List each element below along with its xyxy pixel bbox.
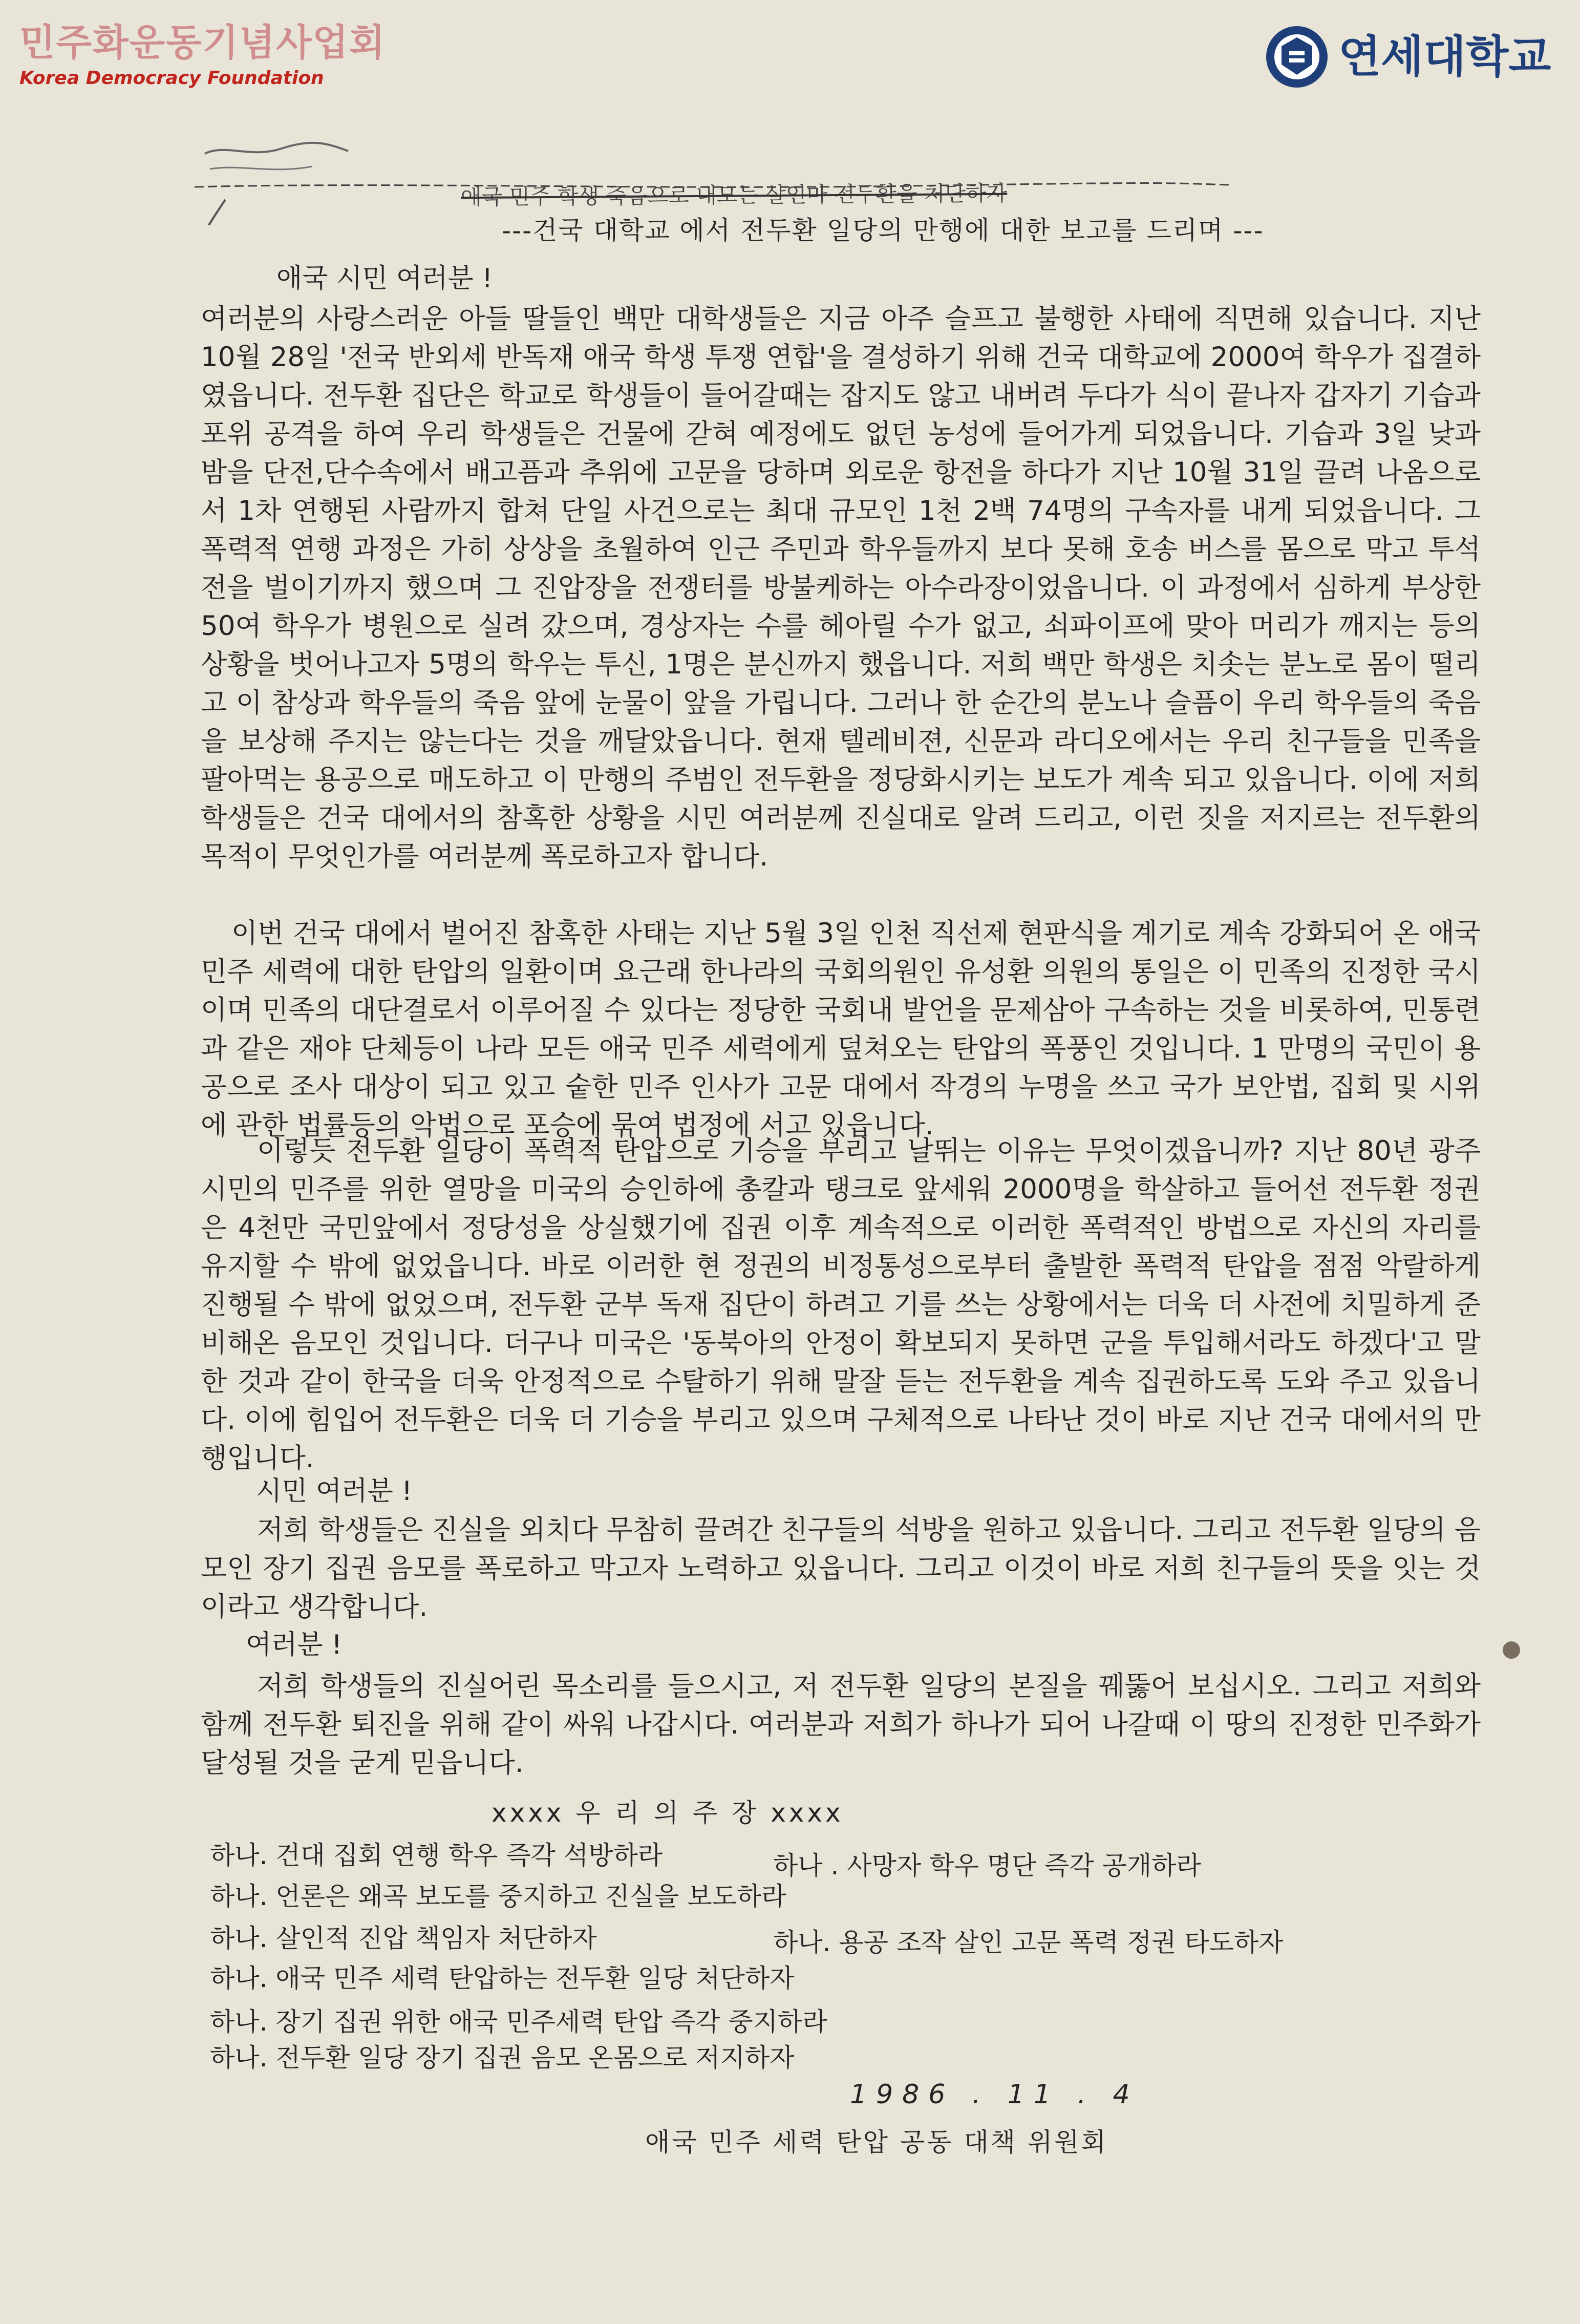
yonsei-seal-icon xyxy=(1265,25,1329,89)
foundation-name-ko: 민주화운동기념사업회 xyxy=(19,21,386,64)
hole-punch-mark xyxy=(1503,1641,1520,1659)
university-name: 연세대학교 xyxy=(1338,31,1551,82)
demand-item: 하나. 장기 집권 위한 애국 민주세력 탄압 즉각 중지하라 xyxy=(210,2007,827,2037)
paragraph-crackdown: 이번 건국 대에서 벌어진 참혹한 사태는 지난 5월 3일 인천 직선제 현판식을 계기로 계속 강화되어 온 애국 민주 세력에 대한 탄압의 일환이며 요근래 한나라의 국회의원인 유성환 의원의 통일은 이 민족의 진정한 국시이며 민족의 대단결로서 이루어질 수 있다는 정당한 국회내 발언을 문제삼아 구속하는 것을 비롯하여, 민통련과 같은 재야 단체등이 나라 모든 애국 민주 세력에게 덮쳐오는 탄압의 폭풍인 것입니다. 1 만명의 국민이 용공으로 조사 대상이 되고 있고 숱한 민주 인사가 고문 대에서 작경의 누명을 쓰고 국가 보안법, 집회 및 시위에 관한 법률등의 악법으로 포승에 묶여 법정에 서고 있읍니다. xyxy=(201,918,1481,1141)
paragraph-reason: 이렇듯 전두환 일당이 폭력적 탄압으로 기승을 부리고 날뛰는 이유는 무엇이겠읍니까? 지난 80년 광주 시민의 민주를 위한 열망을 미국의 승인하에 총칼과 탱크로 앞세워 2000명을 학살하고 들어선 전두환 정권은 4천만 국민앞에서 정당성을 상실했기에 집권 이후 계속적으로 이러한 폭력적인 방법으로 자신의 자리를 유지할 수 밖에 없었읍니다. 바로 이러한 현 정권의 비정통성으로부터 출발한 폭력적 탄압을 점점 악랄하게 진행될 수 밖에 없었으며, 전두환 군부 독재 집단이 하려고 기를 쓰는 상황에서는 더욱 더 사전에 치밀하게 준비해온 음모인 것입니다. 더구나 미국은 '동북아의 안정이 확보되지 못하면 군을 투입해서라도 하겠다'고 말한 것과 같이 한국을 더욱 안정적으로 수탈하기 위해 말잘 듣는 전두환을 계속 집권하도록 도와 주고 있읍니다. 이에 힘입어 전두환은 더욱 더 기승을 부리고 있으며 구체적으로 나타난 것이 바로 지난 건국 대에서의 만행입니다. xyxy=(201,1135,1481,1474)
foundation-logo xyxy=(19,20,386,90)
paragraph-release: 저희 학생들은 진실을 외치다 무참히 끌려간 친구들의 석방을 원하고 있읍니다. 그리고 전두환 일당의 음모인 장기 집권 음모를 폭로하고 막고자 노력하고 있읍니다. 그리고 이것이 바로 저희 친구들의 뜻을 잇는 것이라고 생각합니다. xyxy=(201,1514,1481,1622)
signatory: 애국 민주 세력 탄압 공동 대책 위원회 xyxy=(645,2127,1108,2157)
document-date: 1986 . 11 . 4 xyxy=(850,2079,1139,2110)
greeting-citizens-2: 시민 여러분 ! xyxy=(256,1476,413,1507)
document-title-struck: 애국 민주 학생 죽음으로 내모는 살인마 전두환을 처단하자 xyxy=(460,180,1008,210)
university-logo xyxy=(1265,25,1551,89)
demand-item: 하나. 언론은 왜곡 보도를 중지하고 진실을 보도하라 xyxy=(210,1882,786,1911)
handwritten-scrawl xyxy=(195,123,358,225)
paragraph-report: 여러분의 사랑스러운 아들 딸들인 백만 대학생들은 지금 아주 슬프고 불행한 사태에 직면해 있습니다. 지난 10월 28일 '전국 반외세 반독재 애국 학생 투쟁 연합'을 결성하기 위해 건국 대학교에 2000여 학우가 집결하였읍니다. 전두환 집단은 학교로 학생들이 들어갈때는 잡지도 않고 내버려 두다가 식이 끝나자 갑자기 기습과 포위 공격을 하여 우리 학생들은 건물에 갇혀 예정에도 없던 농성에 들어가게 되었읍니다. 기습과 3일 낮과 밤을 단전,단수속에서 배고픔과 추위에 고문을 당하며 외로운 항전을 하다가 지난 10월 31일 끌려 나옴으로서 1차 연행된 사람까지 합쳐 단일 사건으로는 최대 규모인 1천 2백 74명의 구속자를 내게 되었읍니다. 그 폭력적 연행 과정은 가히 상상을 초월하여 인근 주민과 학우들까지 보다 못해 호송 버스를 몸으로 막고 투석전을 벌이기까지 했으며 그 진압장을 전쟁터를 방불케하는 아수라장이었읍니다. 이 과정에서 심하게 부상한 50여 학우가 병원으로 실려 갔으며, 경상자는 수를 헤아릴 수가 없고, 쇠파이프에 맞아 머리가 깨지는 등의 상황을 벗어나고자 5명의 학우는 투신, 1명은 분신까지 했읍니다. 저희 백만 학생은 치솟는 분노로 몸이 떨리고 이 참상과 학우들의 죽음 앞에 눈물이 앞을 가립니다. 그러나 한 순간의 분노나 슬픔이 우리 학우들의 죽음을 보상해 주지는 않는다는 것을 깨달았읍니다. 현재 텔레비젼, 신문과 라디오에서는 우리 친구들을 민족을 팔아먹는 용공으로 매도하고 이 만행의 주범인 전두환을 정당화시키는 보도가 계속 되고 있읍니다. 이에 저희 학생들은 건국 대에서의 참혹한 상황을 시민 여러분께 진실대로 알려 드리고, 이런 짓을 저지르는 전두환의 목적이 무엇인가를 여러분께 폭로하고자 합니다. xyxy=(201,303,1481,872)
foundation-name-en: Korea Democracy Foundation xyxy=(19,68,324,89)
document-subtitle: ---건국 대학교 에서 전두환 일당의 만행에 대한 보고를 드리며 --- xyxy=(502,216,1264,245)
greeting-citizens: 애국 시민 여러분 ! xyxy=(276,263,493,294)
paragraph-appeal: 저희 학생들의 진실어린 목소리를 들으시고, 저 전두환 일당의 본질을 꿰뚫어 보십시오. 그리고 저희와 함께 전두환 퇴진을 위해 같이 싸워 나갑시다. 여러분과 저희가 하나가 되어 나갈때 이 땅의 진정한 민주화가 달성될 것을 굳게 믿읍니다. xyxy=(201,1671,1481,1779)
demand-item: 하나. 살인적 진압 책임자 처단하자 xyxy=(210,1924,597,1953)
demand-item: 하나 . 사망자 학우 명단 즉각 공개하라 xyxy=(773,1851,1201,1881)
demand-item: 하나. 애국 민주 세력 탄압하는 전두환 일당 처단하자 xyxy=(210,1963,795,1993)
demands-title: xxxx 우 리 의 주 장 xxxx xyxy=(492,1798,844,1828)
demand-item: 하나. 건대 집회 연행 학우 즉각 석방하라 xyxy=(210,1841,663,1870)
demand-item: 하나. 전두환 일당 장기 집권 음모 온몸으로 저지하자 xyxy=(210,2043,795,2073)
demand-item: 하나. 용공 조작 살인 고문 폭력 정권 타도하자 xyxy=(773,1928,1284,1957)
greeting-everyone: 여러분 ! xyxy=(246,1630,343,1660)
